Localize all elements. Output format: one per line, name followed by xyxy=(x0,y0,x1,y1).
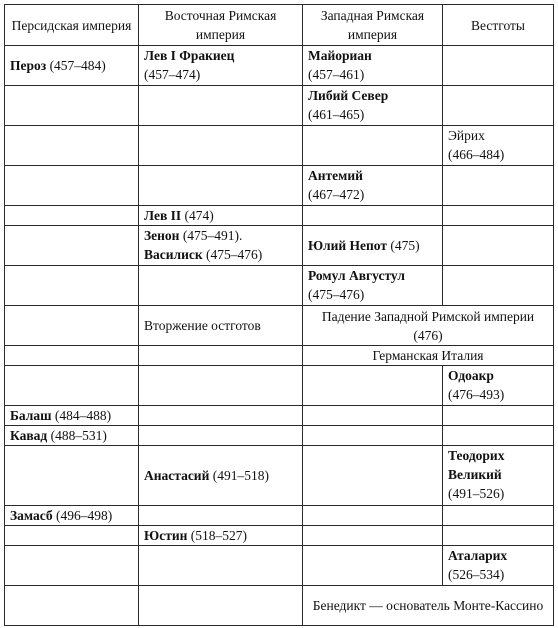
cell-western xyxy=(303,86,443,126)
ruler-years: (475–476) xyxy=(308,287,365,302)
table-row xyxy=(5,126,554,166)
cell-western-visigoths-merged: Падение Западной Римской империи (476) xyxy=(303,306,554,346)
ruler-name: Одоакр xyxy=(448,368,494,383)
table-row xyxy=(5,266,554,306)
ruler-years: (467–472) xyxy=(308,187,365,202)
ruler-name: Юлий Непот xyxy=(308,238,388,253)
cell-western xyxy=(303,406,443,426)
table-row xyxy=(5,546,554,586)
header-eastern-roman-empire: Восточная Римская империя xyxy=(139,5,303,46)
cell-persian xyxy=(5,86,139,126)
cell-eastern xyxy=(139,86,303,126)
cell-visigoths xyxy=(443,426,554,446)
ruler-years: (466–484) xyxy=(448,147,505,162)
cell-visigoths xyxy=(443,446,554,506)
ruler-years: (496–498) xyxy=(56,508,113,523)
ruler-years: (457–484) xyxy=(49,58,106,73)
ruler-name: Либий Север xyxy=(308,88,389,103)
rulers-table xyxy=(4,4,554,626)
ruler-name: Эйрих xyxy=(448,128,485,143)
cell-persian xyxy=(5,506,139,526)
table-row xyxy=(5,166,554,206)
ruler-years: (491–526) xyxy=(448,486,505,501)
table-row xyxy=(5,526,554,546)
ruler-name: Лев II xyxy=(144,208,182,223)
ruler-years: (484–488) xyxy=(54,408,112,423)
table-row xyxy=(5,586,554,626)
table-row xyxy=(5,506,554,526)
ruler-years: (491–518) xyxy=(212,468,269,483)
cell-visigoths xyxy=(443,406,554,426)
ruler-years: (461–465) xyxy=(308,107,365,122)
cell-eastern xyxy=(139,426,303,446)
cell-western xyxy=(303,266,443,306)
ruler-name: Зенон xyxy=(144,228,180,243)
cell-western xyxy=(303,166,443,206)
cell-eastern xyxy=(139,526,303,546)
cell-persian xyxy=(5,366,139,406)
table-row xyxy=(5,366,554,406)
cell-visigoths xyxy=(443,126,554,166)
cell-persian xyxy=(5,446,139,506)
cell-persian xyxy=(5,406,139,426)
cell-eastern xyxy=(139,506,303,526)
ruler-name: Замасб xyxy=(10,508,53,523)
cell-persian xyxy=(5,346,139,366)
header-row xyxy=(5,5,554,46)
ruler-name: Теодорих Великий xyxy=(448,448,505,482)
ruler-name: Кавад xyxy=(10,428,48,443)
ruler-name: Майориан xyxy=(308,48,372,63)
table-row xyxy=(5,206,554,226)
ruler-name: Балаш xyxy=(10,408,52,423)
ruler-years: (457–461) xyxy=(308,67,365,82)
table-row xyxy=(5,346,554,366)
table-row xyxy=(5,46,554,86)
table-row xyxy=(5,226,554,266)
header-western-roman-empire: Западная Римская империя xyxy=(303,5,443,46)
ruler-name: Лев I Фракиец xyxy=(144,48,235,63)
cell-western xyxy=(303,446,443,506)
ruler-years: (475–491). xyxy=(182,228,243,243)
cell-western xyxy=(303,226,443,266)
cell-western xyxy=(303,526,443,546)
ruler-years: (488–531) xyxy=(50,428,107,443)
ruler-name: Аталарих xyxy=(448,548,508,563)
ruler-years: (476–493) xyxy=(448,387,505,402)
cell-eastern xyxy=(139,226,303,266)
cell-visigoths xyxy=(443,506,554,526)
cell-eastern xyxy=(139,366,303,406)
cell-persian xyxy=(5,206,139,226)
ruler-years: (526–534) xyxy=(448,567,505,582)
table-row xyxy=(5,406,554,426)
cell-eastern xyxy=(139,586,303,626)
ruler-name: Ромул Августул xyxy=(308,268,405,283)
ruler-years: (475) xyxy=(390,238,420,253)
cell-eastern: Вторжение остготов xyxy=(139,306,303,346)
cell-eastern xyxy=(139,346,303,366)
cell-persian xyxy=(5,586,139,626)
cell-visigoths xyxy=(443,86,554,126)
cell-visigoths xyxy=(443,526,554,546)
cell-western xyxy=(303,506,443,526)
cell-visigoths xyxy=(443,226,554,266)
cell-persian xyxy=(5,46,139,86)
cell-western-visigoths-merged: Бенедикт — основатель Монте-Кассино xyxy=(303,586,554,626)
cell-persian xyxy=(5,546,139,586)
ruler-years: (457–474) xyxy=(144,67,201,82)
ruler-years: (475–476) xyxy=(206,247,263,262)
cell-western xyxy=(303,426,443,446)
header-visigoths: Вестготы xyxy=(443,5,554,46)
cell-eastern xyxy=(139,166,303,206)
cell-eastern xyxy=(139,406,303,426)
cell-western xyxy=(303,126,443,166)
cell-persian xyxy=(5,166,139,206)
cell-persian xyxy=(5,526,139,546)
cell-eastern xyxy=(139,446,303,506)
header-persian-empire: Персидская империя xyxy=(5,5,139,46)
cell-western xyxy=(303,46,443,86)
cell-visigoths xyxy=(443,166,554,206)
cell-visigoths xyxy=(443,206,554,226)
ruler-name: Пероз xyxy=(10,58,47,73)
cell-western-visigoths-merged: Германская Италия xyxy=(303,346,554,366)
cell-persian xyxy=(5,306,139,346)
table-row xyxy=(5,306,554,346)
cell-western xyxy=(303,366,443,406)
cell-visigoths xyxy=(443,266,554,306)
cell-persian xyxy=(5,126,139,166)
cell-persian xyxy=(5,266,139,306)
cell-western xyxy=(303,206,443,226)
cell-visigoths xyxy=(443,366,554,406)
ruler-years: (518–527) xyxy=(190,528,248,543)
cell-eastern xyxy=(139,126,303,166)
ruler-name: Юстин xyxy=(144,528,188,543)
cell-eastern xyxy=(139,546,303,586)
ruler-name: Антемий xyxy=(308,168,363,183)
ruler-years: (474) xyxy=(184,208,214,223)
cell-eastern xyxy=(139,46,303,86)
cell-eastern xyxy=(139,266,303,306)
ruler-name: Василиск xyxy=(144,247,203,262)
cell-persian xyxy=(5,426,139,446)
table-row xyxy=(5,446,554,506)
cell-visigoths xyxy=(443,46,554,86)
cell-visigoths xyxy=(443,546,554,586)
cell-eastern xyxy=(139,206,303,226)
table-row xyxy=(5,86,554,126)
table-row xyxy=(5,426,554,446)
ruler-name: Анастасий xyxy=(144,468,210,483)
cell-western xyxy=(303,546,443,586)
cell-persian xyxy=(5,226,139,266)
